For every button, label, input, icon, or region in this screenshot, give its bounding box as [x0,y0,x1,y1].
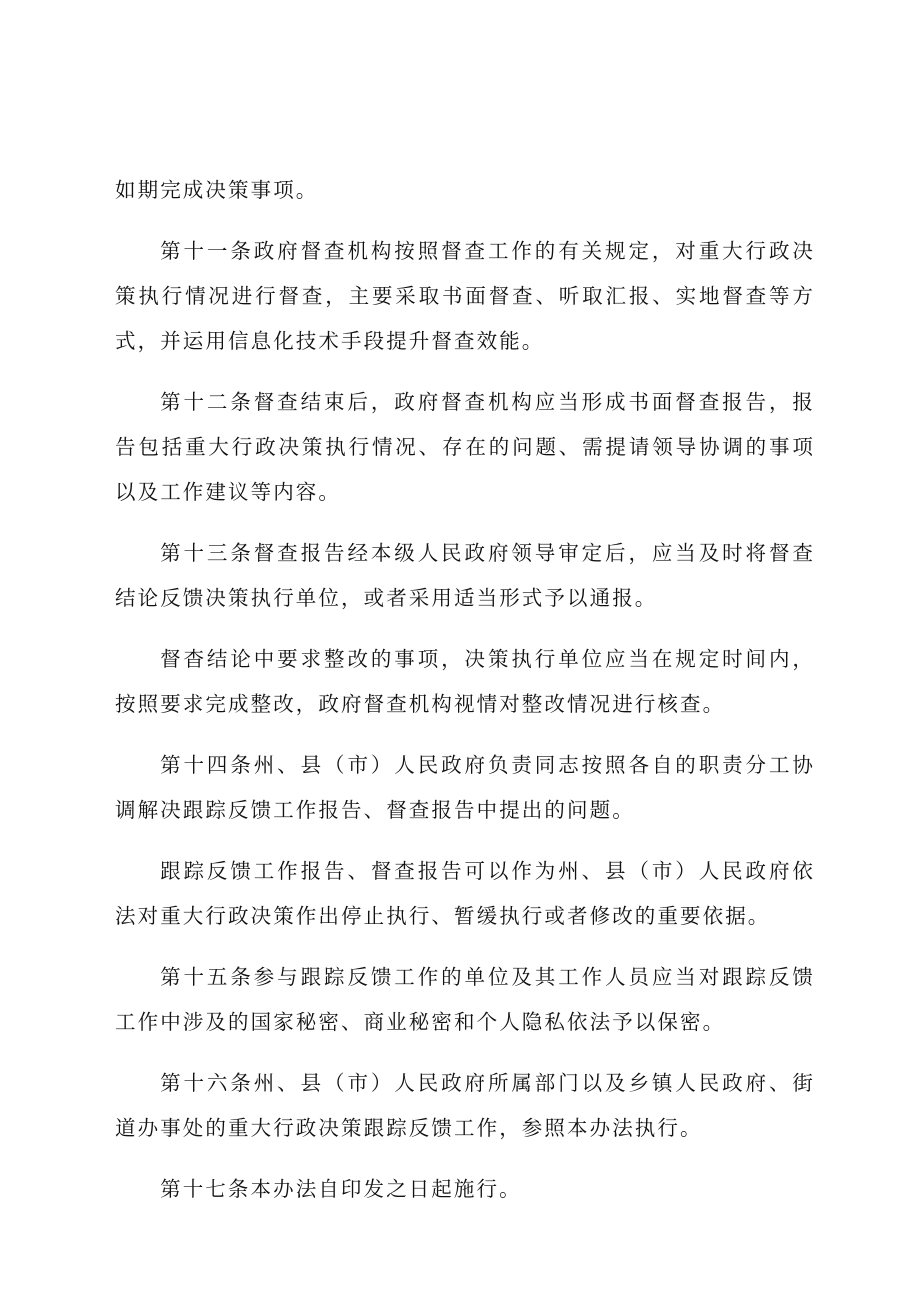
document-body [115,168,815,1212]
paragraph-article-17: 第十七条本办法自印发之日起施行。 [160,1177,522,1201]
paragraph-article-11: 第十一条政府督查机构按照督查工作的有关规定，对重大行政决策执行情况进行督查，主要采取书面督查、听取汇报、实地督查等方式，并运用信息化技术手段提升督查效能。 [115,239,815,353]
paragraph-article-14-basis: 跟踪反馈工作报告、督查报告可以作为州、县（市）人民政府依法对重大行政决策作出停止执行、暂缓执行或者修改的重要依据。 [115,859,815,928]
paragraph-article-15: 第十五条参与跟踪反馈工作的单位及其工作人员应当对跟踪反馈工作中涉及的国家秘密、商业秘密和个人隐私依法予以保密。 [115,965,815,1034]
paragraph-article-14: 第十四条州、县（市）人民政府负责同志按照各自的职责分工协调解决跟踪反馈工作报告、督查报告中提出的问题。 [115,753,815,822]
paragraph-continuation: 如期完成决策事项。 [115,178,319,202]
paragraph-article-13-rectification: 督杳结论中要求整改的事项，决策执行单位应当在规定时间内，按照要求完成整改，政府督查机构视情对整改情况进行核查。 [115,647,815,716]
paragraph-article-16: 第十六条州、县（市）人民政府所属部门以及乡镇人民政府、街道办事处的重大行政决策跟踪反馈工作，参照本办法执行。 [115,1071,815,1140]
paragraph-article-13: 第十三条督查报告经本级人民政府领导审定后，应当及时将督查结论反馈决策执行单位，或者采用适当形式予以通报。 [115,541,815,610]
paragraph-article-12: 第十二条督查结束后，政府督查机构应当形成书面督查报告，报告包括重大行政决策执行情况、存在的问题、需提请领导协调的事项以及工作建议等内容。 [115,390,815,504]
